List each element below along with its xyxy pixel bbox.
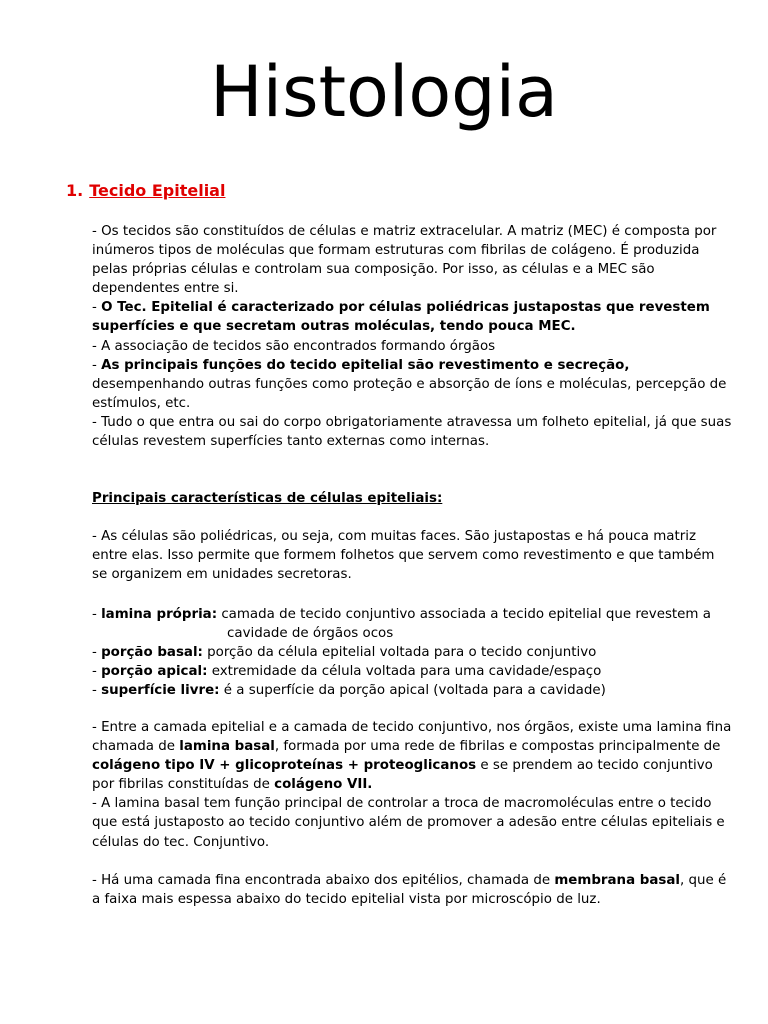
text-run: -: [92, 607, 102, 622]
paragraph: - Os tecidos são constituídos de células e matriz extracelular. A matriz (MEC) é composta por inúmeros tipos de moléculas que formam estruturas com fibrilas de colágeno. É produzida pelas próprias células e controlam sua composição. Por isso, as células e a MEC são dependentes entre si.: [92, 224, 717, 297]
definition-term: porção apical:: [101, 664, 208, 680]
definition-text: extremidade da célula voltada para uma cavidade/espaço: [207, 664, 602, 680]
definition-text: porção da célula epitelial voltada para o tecido conjuntivo: [202, 645, 597, 661]
lamina-basal-block: [92, 718, 732, 852]
bold-text: lamina basal: [179, 739, 275, 755]
definition-item: [92, 681, 732, 700]
text-run: -: [92, 664, 102, 680]
sub-heading: Principais características de células epiteliais:: [92, 491, 443, 506]
document-title: Histologia: [210, 51, 558, 133]
text-run: , formada por uma rede de fibrilas e compostas principalmente de: [274, 739, 721, 755]
paragraph: - A lamina basal tem função principal de controlar a troca de macromoléculas entre o tecido que está justaposto ao tecido conjuntivo além de promover a adesão entre células epiteliais e células do tec. Conjuntivo.: [92, 796, 725, 850]
bold-text: O Tec. Epitelial é caracterizado por células poliédricas justapostas que revestem superfícies e que secretam outras moléculas, tendo pouca MEC.: [92, 300, 710, 335]
bold-text: membrana basal: [554, 873, 680, 888]
text-run: - Entre a camada epitelial e a camada de tecido conjuntivo, nos órgãos, existe uma lamina fina chamada de: [92, 720, 732, 755]
text-run: - Há uma camada fina encontrada abaixo dos epitélios, chamada de: [92, 873, 555, 888]
section-heading: [66, 180, 225, 202]
bold-text: colágeno tipo IV + glicoproteínas + proteoglicanos: [92, 758, 477, 774]
text-run: -: [92, 357, 102, 373]
paragraph: - As células são poliédricas, ou seja, com muitas faces. São justapostas e há pouca matriz entre elas. Isso permite que formem folhetos que servem como revestimento e que também se organizem em unidades secretoras.: [92, 529, 715, 583]
definition-term: porção basal:: [101, 645, 203, 661]
definitions-list: [92, 605, 732, 700]
bold-text: As principais funções do tecido epitelial são revestimento e secreção,: [101, 357, 630, 373]
intro-block: [92, 222, 732, 451]
membrana-basal-block: [92, 871, 732, 909]
definition-item: [92, 605, 732, 624]
definition-continuation: cavidade de órgãos ocos: [227, 626, 394, 642]
section-number: 1.: [66, 181, 84, 200]
text-run: -: [92, 300, 102, 316]
definition-text: é a superfície da porção apical (voltada para a cavidade): [219, 683, 606, 699]
definition-item: [92, 662, 732, 681]
paragraph: - A associação de tecidos são encontrados formando órgãos: [92, 338, 496, 354]
paragraph: [92, 298, 732, 336]
definition-term: lamina própria:: [101, 607, 218, 622]
text-run: -: [92, 645, 102, 661]
text-run: , que é a faixa mais espessa abaixo do tecido epitelial vista por microscópio de luz.: [92, 873, 727, 908]
paragraph: - Tudo o que entra ou sai do corpo obrigatoriamente atravessa um folheto epitelial, já que suas células revestem superfícies tanto externas como internas.: [92, 414, 732, 450]
definition-text: camada de tecido conjuntivo associada a tecido epitelial que revestem a: [217, 607, 711, 622]
characteristics-block: [92, 489, 732, 584]
definition-term: superfície livre:: [101, 683, 220, 699]
section-label: Tecido Epitelial: [89, 181, 226, 200]
paragraph: [92, 718, 732, 794]
text-run: -: [92, 683, 102, 699]
paragraph: [92, 356, 732, 413]
text-run: desempenhando outras funções como proteção e absorção de íons e moléculas, percepção de estímulos, etc.: [92, 376, 727, 411]
text-run: e se prendem ao tecido conjuntivo por fibrilas constituídas de: [92, 758, 713, 793]
bold-text: colágeno VII.: [274, 777, 373, 793]
paragraph: [92, 871, 732, 909]
definition-item: [92, 643, 732, 662]
